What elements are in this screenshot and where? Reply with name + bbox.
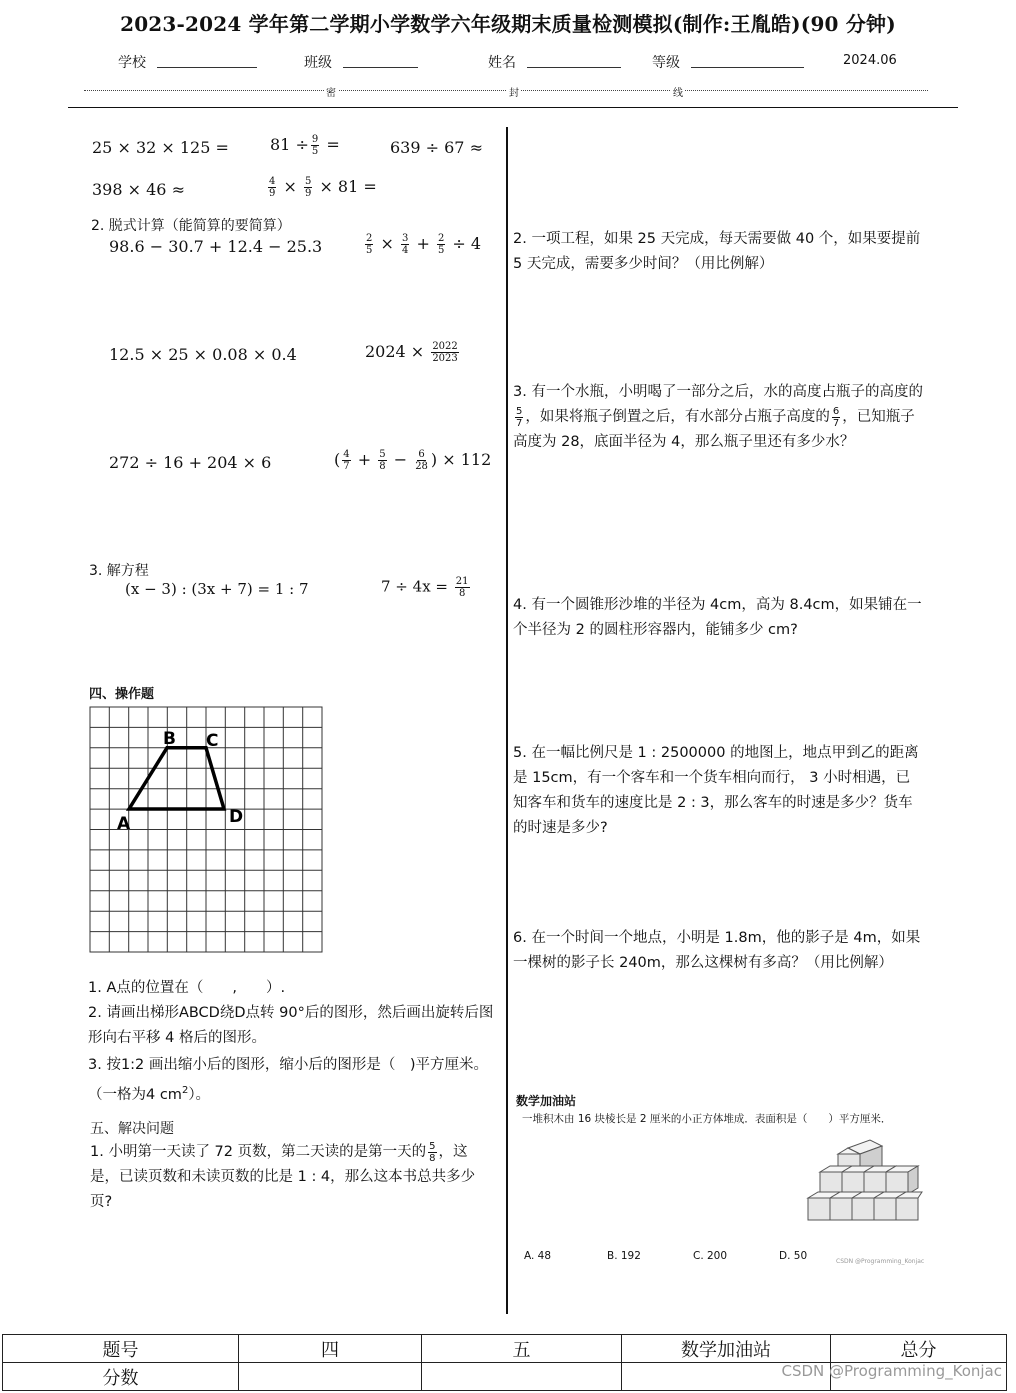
operation-q2: 2. 请画出梯形ABCD绕D点转 90°后的图形，然后画出旋转后图形向右平移 4 格后的图形。 (88, 1005, 494, 1046)
page-title: 2023-2024 学年第二学期小学数学六年级期末质量检测模拟(制作:王胤皓)(90 分钟) (120, 12, 896, 36)
calc-expr-5: 272 ÷ 16 + 204 × 6 (109, 453, 272, 472)
gas-title: 数学加油站 (516, 1094, 577, 1108)
exam-date: 2024.06 (843, 53, 897, 68)
calc-expr-3: 12.5 × 25 × 0.08 × 0.4 (109, 345, 297, 364)
oral-calc-3: 639 ÷ 67 ≈ (390, 138, 483, 157)
equation-1: (x − 3) : (3x + 7) = 1 : 7 (125, 580, 309, 598)
score-row-label: 分数 (3, 1363, 239, 1391)
seal-char-xian: 线 (671, 84, 685, 99)
oral-calc-5: $\frac{4}{9}$ × $\frac{5}{9}$ × 81 = (269, 176, 377, 199)
school-label: 学校 (118, 55, 146, 71)
class-blank (343, 67, 418, 68)
score-header-cell: 题号 (3, 1335, 239, 1363)
score-cell[interactable] (239, 1363, 422, 1391)
name-blank (527, 67, 621, 68)
gas-image-watermark: CSDN @Programming_Konjac (836, 1258, 925, 1265)
gas-option-b: B. 192 (607, 1250, 641, 1262)
header-rule (68, 107, 958, 108)
calc-expr-1: 98.6 − 30.7 + 12.4 − 25.3 (109, 237, 323, 256)
solve-q1: 1. 小明第一天读了 72 页数，第二天读的是第一天的 $\frac{5}{8}$ ，这是，已读页数和未读页数的比是 1 : 4，那么这本书总共多少页? (90, 1140, 476, 1210)
label-d: D (229, 807, 244, 827)
trapezoid-abcd (129, 748, 224, 809)
oral-calc-1: 25 × 32 × 125 = (92, 138, 229, 157)
operation-q3: 3. 按1:2 画出缩小后的图形，缩小后的图形是（ )平方厘米。（一格为4 $cm^2$）。 (88, 1057, 489, 1103)
oral-calc-2: 81 ÷ $\frac{9}{5}$ = (270, 134, 340, 157)
score-cell[interactable] (422, 1363, 622, 1391)
score-header-cell: 五 (422, 1335, 622, 1363)
right-q6: 6. 在一个时间一个地点，小明是 1.8m，他的影子是 4m，如果一棵树的影子长 240m，那么这棵树有多高？（用比例解） (513, 930, 921, 971)
grade-label: 等级 (652, 55, 680, 71)
page-watermark: CSDN @Programming_Konjac (781, 1362, 1002, 1380)
calc-expr-4: 2024 × $\frac{2022}{2023}$ (365, 341, 458, 364)
right-q5: 5. 在一幅比例尺是 1 : 2500000 的地图上，地点甲到乙的距离是 15cm，有一个客车和一个货车相向而行， 3 小时相遇，已知客车和货车的速度比是 2 : 3，那么客车的时速是多少？货车的时速是多少? (513, 745, 919, 836)
right-q3: 3. 有一个水瓶，小明喝了一部分之后，水的高度占瓶子的高度的 $\frac{5}{7}$ ，如果将瓶子倒置之后，有水部分占瓶子高度的 $\frac{6}{7}$ ，已知瓶子高度为 28，底面半径为 4，那么瓶子里还有多少水？ (513, 384, 923, 450)
oral-calc-4: 398 × 46 ≈ (92, 180, 185, 199)
gas-question: 一堆积木由 16 块棱长是 2 厘米的小正方体堆成．表面积是（ ）平方厘米． (522, 1113, 892, 1125)
equation-heading: 3. 解方程 (89, 563, 149, 579)
column-divider (506, 127, 508, 1314)
label-a: A (117, 814, 131, 834)
calc-heading: 2. 脱式计算（能简算的要简算） (91, 218, 291, 234)
gas-option-a: A. 48 (524, 1250, 552, 1262)
class-label: 班级 (304, 55, 332, 71)
score-header-cell: 四 (239, 1335, 422, 1363)
gas-option-c: C. 200 (693, 1250, 728, 1262)
gas-option-d: D. 50 (779, 1250, 808, 1262)
seal-char-feng: 封 (507, 84, 521, 99)
equation-2: 7 ÷ 4x = $\frac{21}{8}$ (381, 576, 469, 599)
seal-char-mi: 密 (324, 84, 338, 99)
calc-expr-2: $\frac{2}{5}$ × $\frac{3}{4}$ + $\frac{2}{5}$ ÷ 4 (366, 233, 482, 256)
calc-expr-6: ( $\frac{4}{7}$ + $\frac{5}{8}$ − $\frac{6}{28}$ ) × 112 (334, 449, 492, 472)
label-c: C (206, 731, 219, 751)
label-b: B (163, 729, 176, 749)
score-header-row (3, 1335, 1007, 1363)
cube-stack-figure (790, 1130, 925, 1235)
operation-q1: 1. A点的位置在（ , ）. (88, 980, 286, 996)
solve-heading: 五、解决问题 (90, 1121, 174, 1137)
school-blank (157, 67, 257, 68)
right-q4: 4. 有一个圆锥形沙堆的半径为 4cm，高为 8.4cm，如果铺在一个半径为 2 的圆柱形容器内，能铺多少 cm? (513, 597, 922, 638)
operation-heading: 四、操作题 (89, 687, 155, 702)
right-q2: 2. 一项工程，如果 25 天完成，每天需要做 40 个，如果要提前 5 天完成，需要多少时间？（用比例解） (513, 231, 921, 272)
score-header-cell: 总分 (831, 1335, 1007, 1363)
grade-blank (691, 67, 804, 68)
score-header-cell: 数学加油站 (622, 1335, 831, 1363)
name-label: 姓名 (488, 55, 516, 71)
grid-figure (89, 706, 325, 954)
seal-dotted-line (84, 90, 928, 91)
